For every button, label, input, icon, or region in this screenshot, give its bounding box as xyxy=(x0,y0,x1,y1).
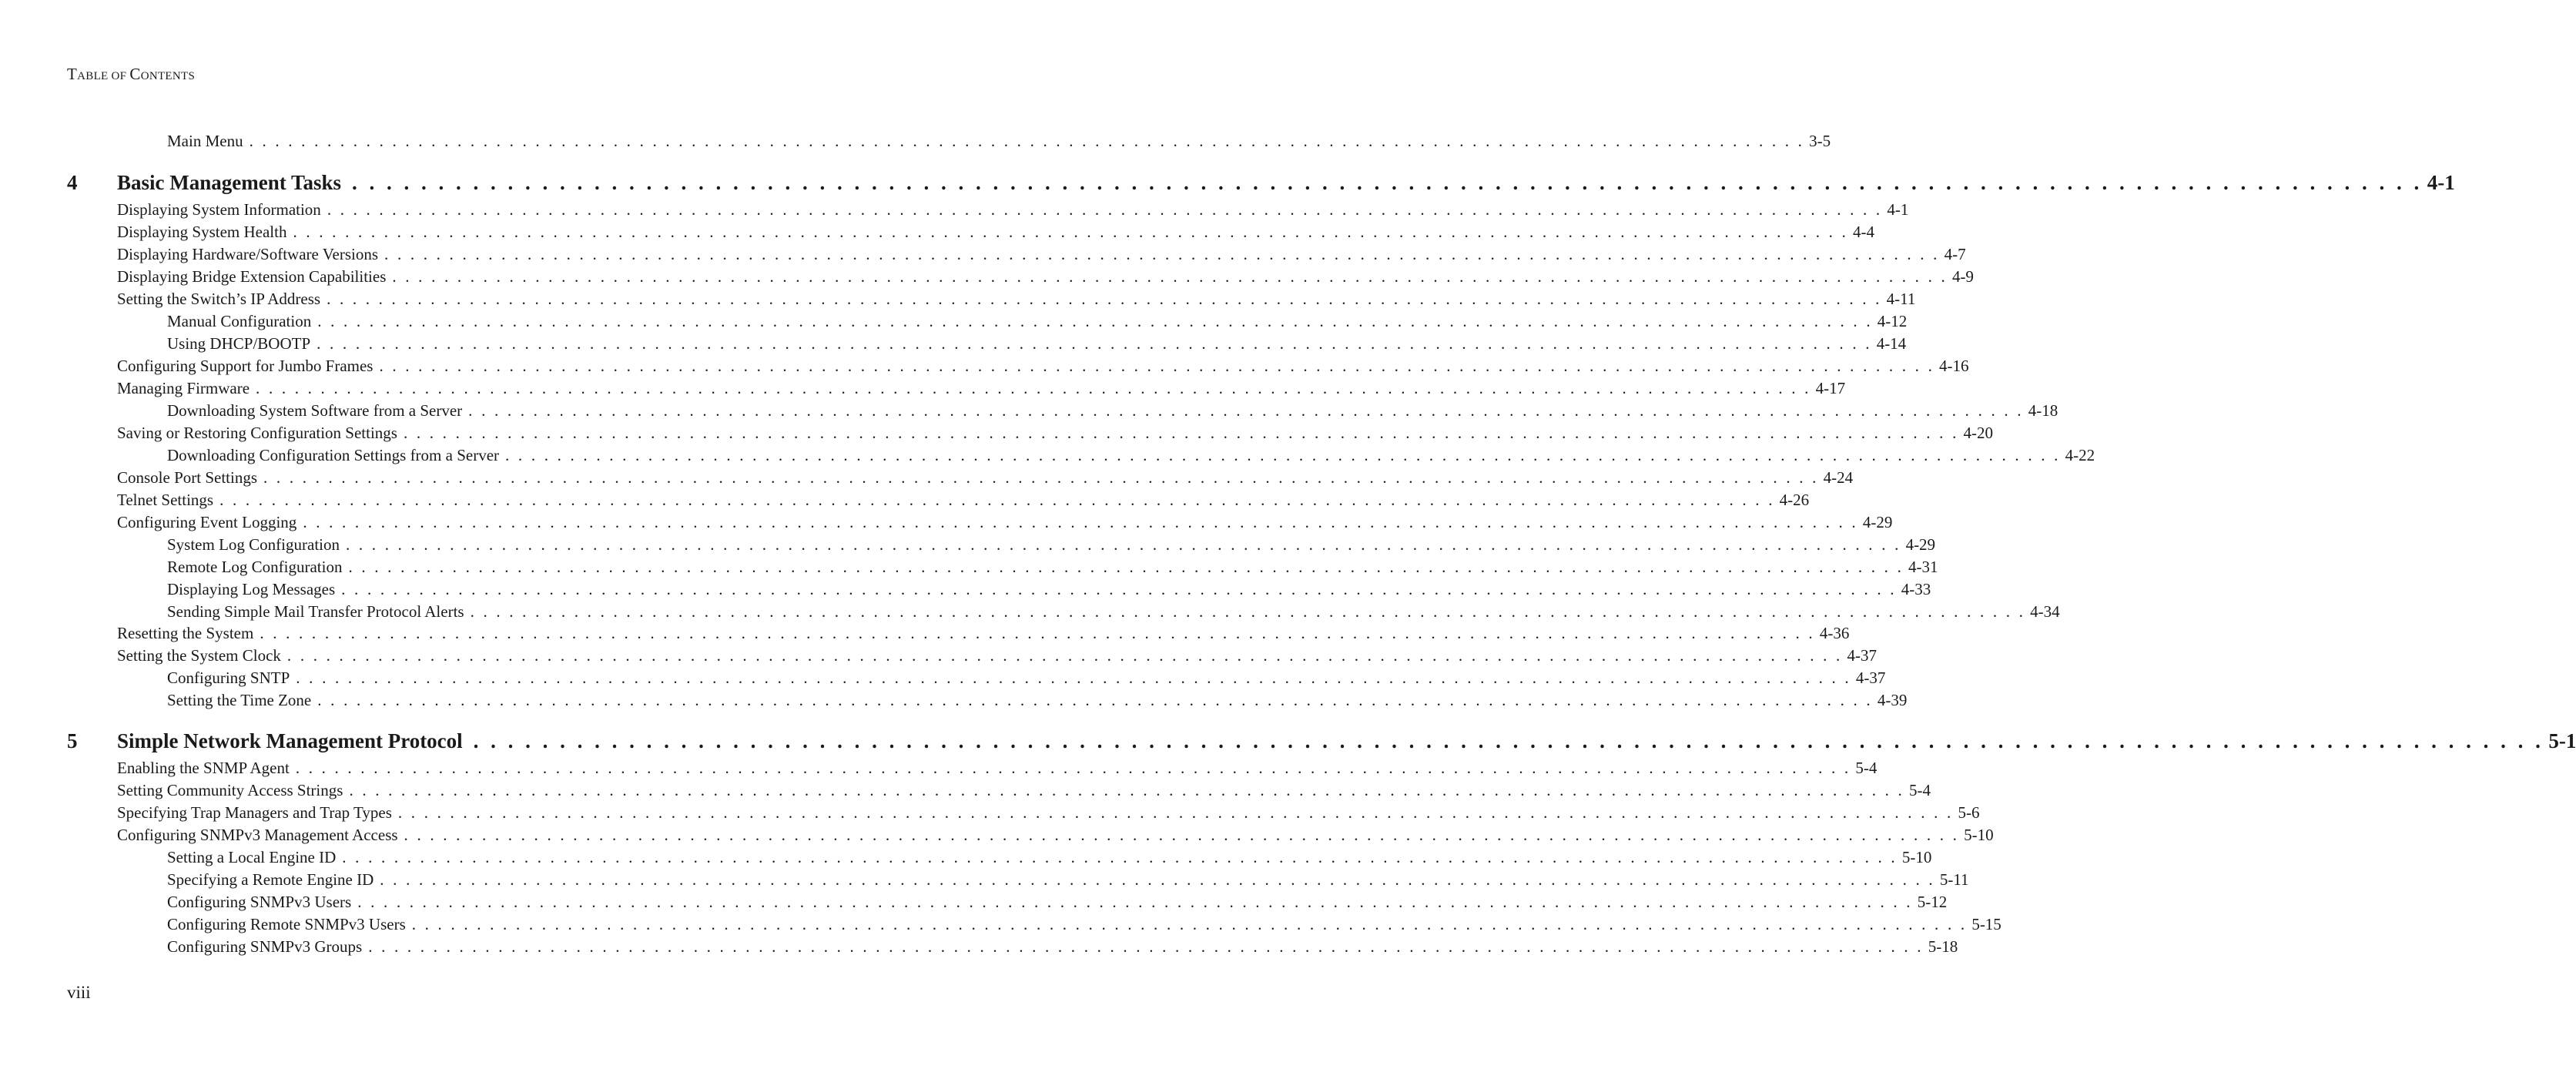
dot-leader: . . . . . . . . . . . . . . . . . . . . . . . . . . . . . . . . . . . . . . . . . . . . . . . . . . . . . . . . . . . . . . . . . . . . . . . . . . . . . . . . . . . . . . . . . . . . . . . . . . . . . . . . . . . . . . . . . . . . . . . . xyxy=(380,870,1935,889)
toc-subsection-entry[interactable] xyxy=(167,870,1969,890)
entry-title: Configuring SNMPv3 Management Access xyxy=(117,826,398,844)
dot-leader: . . . . . . . . . . . . . . . . . . . . . . . . . . . . . . . . . . . . . . . . . . . . . . . . . . . . . . . . . . . . . . . . . . . . . . . . . . . . . . . . . . . . . . . . . . . . . . . . . . . . . . . . . . . . . . . . . . . . . . . . xyxy=(379,357,1935,375)
entry-page-number: 5-10 xyxy=(1964,826,1994,844)
entry-title: Displaying System Health xyxy=(117,223,287,241)
entry-page-number: 3-5 xyxy=(1809,132,1831,150)
entry-page-number: 4-20 xyxy=(1963,424,1994,442)
toc-subsection-entry[interactable] xyxy=(167,668,1886,688)
dot-leader: . . . . . . . . . . . . . . . . . . . . . . . . . . . . . . . . . . . . . . . . . . . . . . . . . . . . . . . . . . . . . . . . . . . . . . . . . . . . . . . . . . . . . . . . . . . . . . . . . . . . . . . . . . . . . . . . . . . . . . . . xyxy=(249,132,1805,150)
toc-section-entry[interactable] xyxy=(117,645,1877,665)
entry-page-number: 5-15 xyxy=(1971,915,2002,933)
entry-title: Setting the Time Zone xyxy=(167,691,312,709)
dot-leader: . . . . . . . . . . . . . . . . . . . . . . . . . . . . . . . . . . . . . . . . . . . . . . . . . . . . . . . . . . . . . . . . . . . . . . . . . . . . . . . . . . . . . . . . . . . . . . . . . . . . . . . . . . . . . . . . . . . . . . . . xyxy=(403,424,1959,442)
dot-leader: . . . . . . . . . . . . . . . . . . . . . . . . . . . . . . . . . . . . . . . . . . . . . . . . . . . . . . . . . . . . . . . . . . . . . . . . . . . . . . . . . . . . . . . . . . . . . . . . . . . . . . . . . . . . . . . . . . . . . . . . xyxy=(317,312,1873,330)
entry-title: Resetting the System xyxy=(117,624,254,642)
toc-section-entry[interactable] xyxy=(117,825,1994,845)
toc-subsection-entry[interactable] xyxy=(167,847,1932,867)
running-head-smallcaps: ABLE OF xyxy=(77,70,130,82)
entry-page-number: 4-31 xyxy=(1908,558,1938,576)
entry-page-number: 5-1 xyxy=(2548,729,2576,752)
dot-leader: . . . . . . . . . . . . . . . . . . . . . . . . . . . . . . . . . . . . . . . . . . . . . . . . . . . . . . . . . . . . . . . . . . . . . . . . . . . . . . . . . . . . . . . . . . . . . . . . . . . . . . . . . . . . . . . . . . . . . . . . xyxy=(392,267,1948,286)
toc-section-entry[interactable] xyxy=(117,780,1931,800)
toc-subsection-entry[interactable] xyxy=(167,914,2002,934)
entry-page-number: 5-18 xyxy=(1928,937,1958,956)
entry-title: Configuring Remote SNMPv3 Users xyxy=(167,915,406,933)
toc-section-entry[interactable] xyxy=(117,490,1810,510)
toc-subsection-entry[interactable] xyxy=(167,311,1908,331)
chapter-number: 4 xyxy=(67,171,78,194)
entry-title: Displaying Log Messages xyxy=(167,580,336,598)
toc-subsection-entry[interactable] xyxy=(167,131,1831,151)
entry-title: Manual Configuration xyxy=(167,312,312,330)
dot-leader: . . . . . . . . . . . . . . . . . . . . . . . . . . . . . . . . . . . . . . . . . . . . . . . . . . . . . . . . . . . . . . . . . . . . . . . . . . . . . . . . . . . . . . . . . . . . . . . . . . . . . . . . . . . . . . . . . . . . . . . . xyxy=(368,937,1924,956)
toc-subsection-entry[interactable] xyxy=(167,557,1938,577)
running-head xyxy=(67,65,195,84)
toc-subsection-entry[interactable] xyxy=(167,892,1948,912)
entry-page-number: 4-18 xyxy=(2028,401,2058,420)
entry-page-number: 4-7 xyxy=(1944,245,1966,263)
entry-page-number: 5-11 xyxy=(1939,870,1969,889)
entry-page-number: 5-12 xyxy=(1917,893,1948,911)
toc-section-entry[interactable] xyxy=(117,378,1846,398)
entry-title: Configuring Support for Jumbo Frames xyxy=(117,357,374,375)
entry-title: Simple Network Management Protocol xyxy=(117,729,463,752)
toc-section-entry[interactable] xyxy=(117,222,1875,242)
toc-section-entry[interactable] xyxy=(117,266,1974,287)
entry-title: Sending Simple Mail Transfer Protocol Alerts xyxy=(167,602,464,621)
entry-page-number: 4-37 xyxy=(1847,646,1877,665)
dot-leader: . . . . . . . . . . . . . . . . . . . . . . . . . . . . . . . . . . . . . . . . . . . . . . . . . . . . . . . . . . . . . . . . . . . . . . . . . . . . . . . . . . . . . . . . . . . . . . . . . . . . . . . . . . . . . . . . . . . . . . . . xyxy=(470,602,2026,621)
entry-title: Setting Community Access Strings xyxy=(117,781,343,799)
entry-page-number: 4-4 xyxy=(1853,223,1875,241)
toc-section-entry[interactable] xyxy=(117,423,1994,443)
dot-leader: . . . . . . . . . . . . . . . . . . . . . . . . . . . . . . . . . . . . . . . . . . . . . . . . . . . . . . . . . . . . . . . . . . . . . . . . . . . . . . . . . . . . . . . . . . . . . . . . . . . . . . . . . . . . . . . . . . . . . . . . xyxy=(293,223,1849,241)
entry-title: Remote Log Configuration xyxy=(167,558,343,576)
toc-subsection-entry[interactable] xyxy=(167,445,2095,465)
dot-leader: . . . . . . . . . . . . . . . . . . . . . . . . . . . . . . . . . . . . . . . . . . . . . . . . . . . . . . . . . . . . . . . . . . . . . . . . . . . . . . . . . . . . . . . . . . . . . . . . . . . . . . . . . . . . . . . . . . . . . . . . xyxy=(260,624,1815,642)
running-head-initial-2: C xyxy=(129,65,141,83)
entry-page-number: 4-36 xyxy=(1819,624,1850,642)
entry-title: Displaying Hardware/Software Versions xyxy=(117,245,379,263)
entry-title: Setting a Local Engine ID xyxy=(167,848,337,866)
entry-title: Specifying a Remote Engine ID xyxy=(167,870,374,889)
toc-section-entry[interactable] xyxy=(117,289,1916,309)
dot-leader: . . . . . . . . . . . . . . . . . . . . . . . . . . . . . . . . . . . . . . . . . . . . . . . . . . . . . . . . . . . . . . . . . . . . . . . . . . . . . . . . . . . . . . . . . . . . . . . . . . . . . . . . . . . . . . . . . . . . . . . . xyxy=(341,580,1897,598)
entry-title: Using DHCP/BOOTP xyxy=(167,334,311,353)
entry-page-number: 4-1 xyxy=(1887,200,1909,219)
dot-leader: . . . . . . . . . . . . . . . . . . . . . . . . . . . . . . . . . . . . . . . . . . . . . . . . . . . . . . . . . . . . . . . . . . . . . . . . . . . . . . . . . . . . . . . . . . . . . . . . . . . . . . . . . . . . . . . . . . . . . . . . xyxy=(404,826,1960,844)
dot-leader: . . . . . . . . . . . . . . . . . . . . . . . . . . . . . . . . . . . . . . . . . . . . . . . . . . . . . . . . . . . . . . . . . . . . . . . . . . . . . . . . . . . . . . . . . . . . . . . . . . . . . . . . . . . . . . . . . . . . . . . . xyxy=(411,915,1968,933)
dot-leader: . . . . . . . . . . . . . . . . . . . . . . . . . . . . . . . . . . . . . . . . . . . . . . . . . . . . . . . . . . . . . . . . . . . . . . . . . . . . . . . . . . . . . . . . . . . . . . . . . . . . . . . . . . . . . . . . . . . . . . . . xyxy=(397,803,1954,822)
entry-title: Displaying Bridge Extension Capabilities xyxy=(117,267,387,286)
entry-page-number: 4-26 xyxy=(1779,491,1810,509)
entry-title: Setting the System Clock xyxy=(117,646,281,665)
entry-page-number: 4-29 xyxy=(1905,535,1936,554)
entry-title: Basic Management Tasks xyxy=(117,171,342,194)
toc-subsection-entry[interactable] xyxy=(167,937,1958,957)
running-head-smallcaps-2: ONTENTS xyxy=(140,70,196,82)
entry-page-number: 4-16 xyxy=(1939,357,1969,375)
toc-chapter-entry[interactable] xyxy=(67,170,2455,195)
entry-title: Saving or Restoring Configuration Settings xyxy=(117,424,397,442)
dot-leader: . . . . . . . . . . . . . . . . . . . . . . . . . . . . . . . . . . . . . . . . . . . . . . . . . . . . . . . . . . . . . . . . . . . . . . . . . . . . . . . . . . . . . . . . . . . . . . . . . . . . . . . . . . . . . . . . . . . . . . . . xyxy=(384,245,1940,263)
dot-leader: . . . . . . . . . . . . . . . . . . . . . . . . . . . . . . . . . . . . . . . . . . . . . . . . . . . . . . . . . . . . . . . . . . . . . . . . . . . . . . . . . . . . . . . . . . . . . . . . . . . . . . . . . . . . . . . . . . . . . . . . xyxy=(296,669,1851,687)
entry-title: Enabling the SNMP Agent xyxy=(117,759,290,777)
dot-leader: . . . . . . . . . . . . . . . . . . . . . . . . . . . . . . . . . . . . . . . . . . . . . . . . . . . . . . . . . . . . . . . . . . . . . . . . . . . . . . . . . . . . . . . . . . . . . . . . . . . . . . . . . . . . . . . . . . . . . . . . xyxy=(346,535,1901,554)
entry-page-number: 4-29 xyxy=(1862,513,1893,531)
entry-page-number: 5-4 xyxy=(1855,759,1878,777)
entry-title: Configuring SNMPv3 Users xyxy=(167,893,352,911)
dot-leader: . . . . . . . . . . . . . . . . . . . . . . . . . . . . . . . . . . . . . . . . . . . . . . . . . . . . . . . . . . . . . . . . . . . . . . . . . . . . . . . . . . . . . . . . . . . . . . . . . . . . . . . . . . . . . . . . . . . . . . . . xyxy=(349,781,1904,799)
toc-section-entry[interactable] xyxy=(117,758,1878,778)
entry-title: Managing Firmware xyxy=(117,379,250,397)
toc-subsection-entry[interactable] xyxy=(167,579,1931,599)
entry-title: Downloading System Software from a Server xyxy=(167,401,463,420)
dot-leader: . . . . . . . . . . . . . . . . . . . . . . . . . . . . . . . . . . . . . . . . . . . . . . . . . . . . . . . . . . . . . . . . . . . . . . . . . . . . . . . . . . . . . . . . . . . . . . . . . . . . . . . . . . . . . . . . . . . . . . . . xyxy=(295,759,1851,777)
toc-section-entry[interactable] xyxy=(117,512,1893,532)
entry-page-number: 5-4 xyxy=(1909,781,1931,799)
entry-page-number: 5-6 xyxy=(1958,803,1980,822)
entry-title: Console Port Settings xyxy=(117,468,258,487)
entry-title: Configuring Event Logging xyxy=(117,513,297,531)
dot-leader: . . . . . . . . . . . . . . . . . . . . . . . . . . . . . . . . . . . . . . . . . . . . . . . . . . . . . . . . . . . . . . . . . . . . . . . . . . . . . . . . . . . . . . . . . . . . . . . . . . . . . . . . . . . . . . . . . . . . . . . . xyxy=(317,691,1873,709)
dot-leader: . . . . . . . . . . . . . . . . . . . . . . . . . . . . . . . . . . . . . . . . . . . . . . . . . . . . . . . . . . . . . . . . . . . . . . . . . . . . . . . . . . . . . . . . . . . . . . . . . . . . . . . . . . . . . . . . . . . . . . . . xyxy=(327,200,1883,219)
entry-page-number: 4-17 xyxy=(1815,379,1846,397)
entry-title: Displaying System Information xyxy=(117,200,321,219)
running-head-initial: T xyxy=(67,65,78,83)
entry-title: Telnet Settings xyxy=(117,491,214,509)
entry-page-number: 4-12 xyxy=(1877,312,1908,330)
toc-section-entry[interactable] xyxy=(117,467,1854,488)
dot-leader: . . . . . . . . . . . . . . . . . . . . . . . . . . . . . . . . . . . . . . . . . . . . . . . . . . . . . . . . . . . . . . . . . . . . . . . . . . . . . . . . . . . . . . . . . . . . . . . . . . . . . . . . . . . . . . . . . . . . . . . . xyxy=(286,646,1843,665)
dot-leader: . . . . . . . . . . . . . . . . . . . . . . . . . . . . . . . . . . . . . . . . . . . . . . . . . . . . . . . . . . . . . . . . . . . . . . . . . . . . . . . . . . . . . . . . . . . . . . . . . . . . . . . . . . . . . . . . . . . . . . . . xyxy=(256,379,1811,397)
entry-page-number: 4-37 xyxy=(1855,669,1886,687)
dot-leader: . . . . . . . . . . . . . . . . . . . . . . . . . . . . . . . . . . . . . . . . . . . . . . . . . . . . . . . . . . . . . . . . . . . . . . . . . . . . . . . . . . . . . . . . . . . . . . . . . . . . . . . . . . . . . . . . . . . . . . . . xyxy=(317,334,1872,353)
entry-page-number: 4-39 xyxy=(1877,691,1908,709)
page-number: viii xyxy=(67,983,91,1002)
entry-page-number: 4-14 xyxy=(1876,334,1907,353)
dot-leader: . . . . . . . . . . . . . . . . . . . . . . . . . . . . . . . . . . . . . . . . . . . . . . . . . . . . . . . . . . . . . . . . . . . . . . . . . . . . . . . . . . . . . . . . . . . . . . . . . . . . . . . . . . . . . . . . . . . . . . . . xyxy=(473,729,2544,752)
toc-section-entry[interactable] xyxy=(117,199,1909,219)
toc-section-entry[interactable] xyxy=(117,356,1969,376)
dot-leader: . . . . . . . . . . . . . . . . . . . . . . . . . . . . . . . . . . . . . . . . . . . . . . . . . . . . . . . . . . . . . . . . . . . . . . . . . . . . . . . . . . . . . . . . . . . . . . . . . . . . . . . . . . . . . . . . . . . . . . . . xyxy=(468,401,2024,420)
chapter-number: 5 xyxy=(67,729,78,752)
entry-page-number: 5-10 xyxy=(1901,848,1932,866)
entry-page-number: 4-24 xyxy=(1823,468,1854,487)
entry-page-number: 4-11 xyxy=(1886,290,1916,308)
dot-leader: . . . . . . . . . . . . . . . . . . . . . . . . . . . . . . . . . . . . . . . . . . . . . . . . . . . . . . . . . . . . . . . . . . . . . . . . . . . . . . . . . . . . . . . . . . . . . . . . . . . . . . . . . . . . . . . . . . . . . . . . xyxy=(505,446,2061,464)
toc-section-entry[interactable] xyxy=(117,244,1966,264)
dot-leader: . . . . . . . . . . . . . . . . . . . . . . . . . . . . . . . . . . . . . . . . . . . . . . . . . . . . . . . . . . . . . . . . . . . . . . . . . . . . . . . . . . . . . . . . . . . . . . . . . . . . . . . . . . . . . . . . . . . . . . . . xyxy=(348,558,1904,576)
toc-subsection-entry[interactable] xyxy=(167,602,2060,622)
entry-page-number: 4-1 xyxy=(2427,171,2455,194)
entry-title: Main Menu xyxy=(167,132,243,150)
toc-subsection-entry[interactable] xyxy=(167,400,2058,421)
dot-leader: . . . . . . . . . . . . . . . . . . . . . . . . . . . . . . . . . . . . . . . . . . . . . . . . . . . . . . . . . . . . . . . . . . . . . . . . . . . . . . . . . . . . . . . . . . . . . . . . . . . . . . . . . . . . . . . . . . . . . . . . xyxy=(263,468,1819,487)
entry-title: Setting the Switch’s IP Address xyxy=(117,290,321,308)
entry-page-number: 4-33 xyxy=(1901,580,1931,598)
entry-title: Configuring SNMPv3 Groups xyxy=(167,937,363,956)
entry-page-number: 4-22 xyxy=(2065,446,2095,464)
entry-title: Configuring SNTP xyxy=(167,669,290,687)
entry-page-number: 4-34 xyxy=(2030,602,2060,621)
toc-chapter-entry[interactable] xyxy=(67,729,2576,753)
entry-title: Specifying Trap Managers and Trap Types xyxy=(117,803,392,822)
entry-page-number: 4-9 xyxy=(1951,267,1974,286)
dot-leader: . . . . . . . . . . . . . . . . . . . . . . . . . . . . . . . . . . . . . . . . . . . . . . . . . . . . . . . . . . . . . . . . . . . . . . . . . . . . . . . . . . . . . . . . . . . . . . . . . . . . . . . . . . . . . . . . . . . . . . . . xyxy=(219,491,1775,509)
entry-title: System Log Configuration xyxy=(167,535,340,554)
dot-leader: . . . . . . . . . . . . . . . . . . . . . . . . . . . . . . . . . . . . . . . . . . . . . . . . . . . . . . . . . . . . . . . . . . . . . . . . . . . . . . . . . . . . . . . . . . . . . . . . . . . . . . . . . . . . . . . . . . . . . . . . xyxy=(327,290,1882,308)
dot-leader: . . . . . . . . . . . . . . . . . . . . . . . . . . . . . . . . . . . . . . . . . . . . . . . . . . . . . . . . . . . . . . . . . . . . . . . . . . . . . . . . . . . . . . . . . . . . . . . . . . . . . . . . . . . . . . . . . . . . . . . . xyxy=(352,171,2423,194)
toc-section-entry[interactable] xyxy=(117,803,1980,823)
entry-title: Downloading Configuration Settings from a Server xyxy=(167,446,500,464)
dot-leader: . . . . . . . . . . . . . . . . . . . . . . . . . . . . . . . . . . . . . . . . . . . . . . . . . . . . . . . . . . . . . . . . . . . . . . . . . . . . . . . . . . . . . . . . . . . . . . . . . . . . . . . . . . . . . . . . . . . . . . . . xyxy=(357,893,1913,911)
toc-section-entry[interactable] xyxy=(117,623,1850,643)
toc-subsection-entry[interactable] xyxy=(167,333,1907,354)
dot-leader: . . . . . . . . . . . . . . . . . . . . . . . . . . . . . . . . . . . . . . . . . . . . . . . . . . . . . . . . . . . . . . . . . . . . . . . . . . . . . . . . . . . . . . . . . . . . . . . . . . . . . . . . . . . . . . . . . . . . . . . . xyxy=(342,848,1898,866)
toc-subsection-entry[interactable] xyxy=(167,690,1908,710)
dot-leader: . . . . . . . . . . . . . . . . . . . . . . . . . . . . . . . . . . . . . . . . . . . . . . . . . . . . . . . . . . . . . . . . . . . . . . . . . . . . . . . . . . . . . . . . . . . . . . . . . . . . . . . . . . . . . . . . . . . . . . . . xyxy=(303,513,1858,531)
toc-subsection-entry[interactable] xyxy=(167,534,1936,555)
